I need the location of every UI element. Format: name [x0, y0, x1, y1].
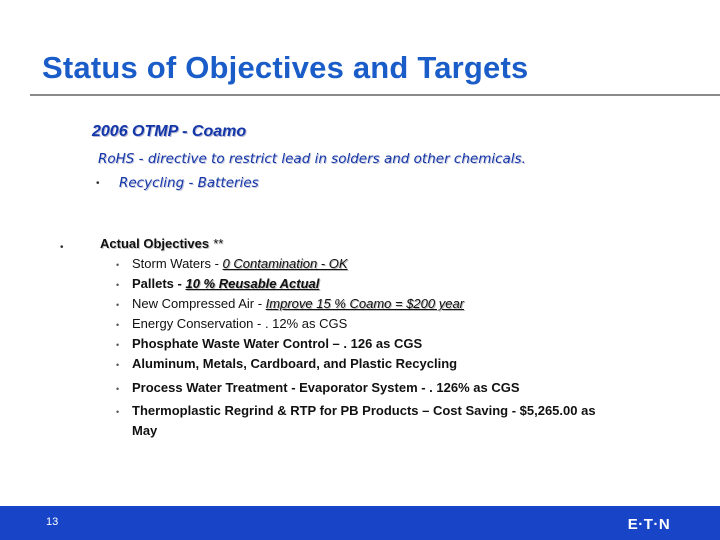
actual-objectives-heading: [100, 236, 223, 251]
recycling-text: Recycling - Batteries: [119, 175, 259, 191]
bullet-icon: •: [116, 280, 120, 290]
bullet-icon: •: [116, 384, 120, 394]
objective-status: Improve 15 % Coamo = $200 year: [265, 296, 465, 311]
objective-label: New Compressed Air -: [132, 296, 266, 311]
slide-title: Status of Objectives and Targets: [42, 50, 529, 85]
bullet-icon: •: [116, 320, 120, 330]
eaton-logo: [620, 512, 678, 534]
objective-item: Aluminum, Metals, Cardboard, and Plastic Recycling: [132, 356, 458, 371]
footer-bar: [0, 506, 720, 540]
objective-label: Storm Waters -: [132, 256, 223, 271]
slide-subtitle: 2006 OTMP - Coamo: [92, 123, 247, 140]
title-divider: [30, 94, 720, 96]
bullet-icon: •: [96, 178, 100, 189]
objective-status: 10 % Reusable Actual: [185, 276, 320, 291]
objective-item: Thermoplastic Regrind & RTP for PB Products – Cost Saving - $5,265.00 as May: [132, 403, 596, 438]
objective-item: Energy Conservation - . 12% as CGS: [132, 316, 348, 331]
objective-item: Process Water Treatment - Evaporator System - . 126% as CGS: [132, 380, 520, 395]
objective-item: Phosphate Waste Water Control – . 126 as CGS: [132, 336, 423, 351]
bullet-icon: •: [116, 340, 120, 350]
bullet-icon: •: [116, 407, 120, 417]
objective-label: Pallets -: [132, 276, 186, 291]
objective-item: [132, 274, 632, 294]
actual-objectives-label: Actual Objectives: [100, 236, 210, 251]
bullet-icon: •: [116, 360, 120, 370]
bullet-icon: •: [116, 260, 120, 270]
objective-item: [132, 254, 632, 274]
objective-item: [132, 294, 632, 314]
rohs-text: RoHS - directive to restrict lead in solders and other chemicals.: [98, 151, 526, 167]
bullet-icon: •: [60, 242, 64, 253]
objective-status: 0 Contamination - OK: [222, 256, 348, 271]
bullet-icon: •: [116, 300, 120, 310]
page-number: 13: [46, 516, 59, 528]
svg-text:E·T·N: E·T·N: [627, 516, 671, 533]
actual-objectives-stars: **: [209, 236, 223, 251]
